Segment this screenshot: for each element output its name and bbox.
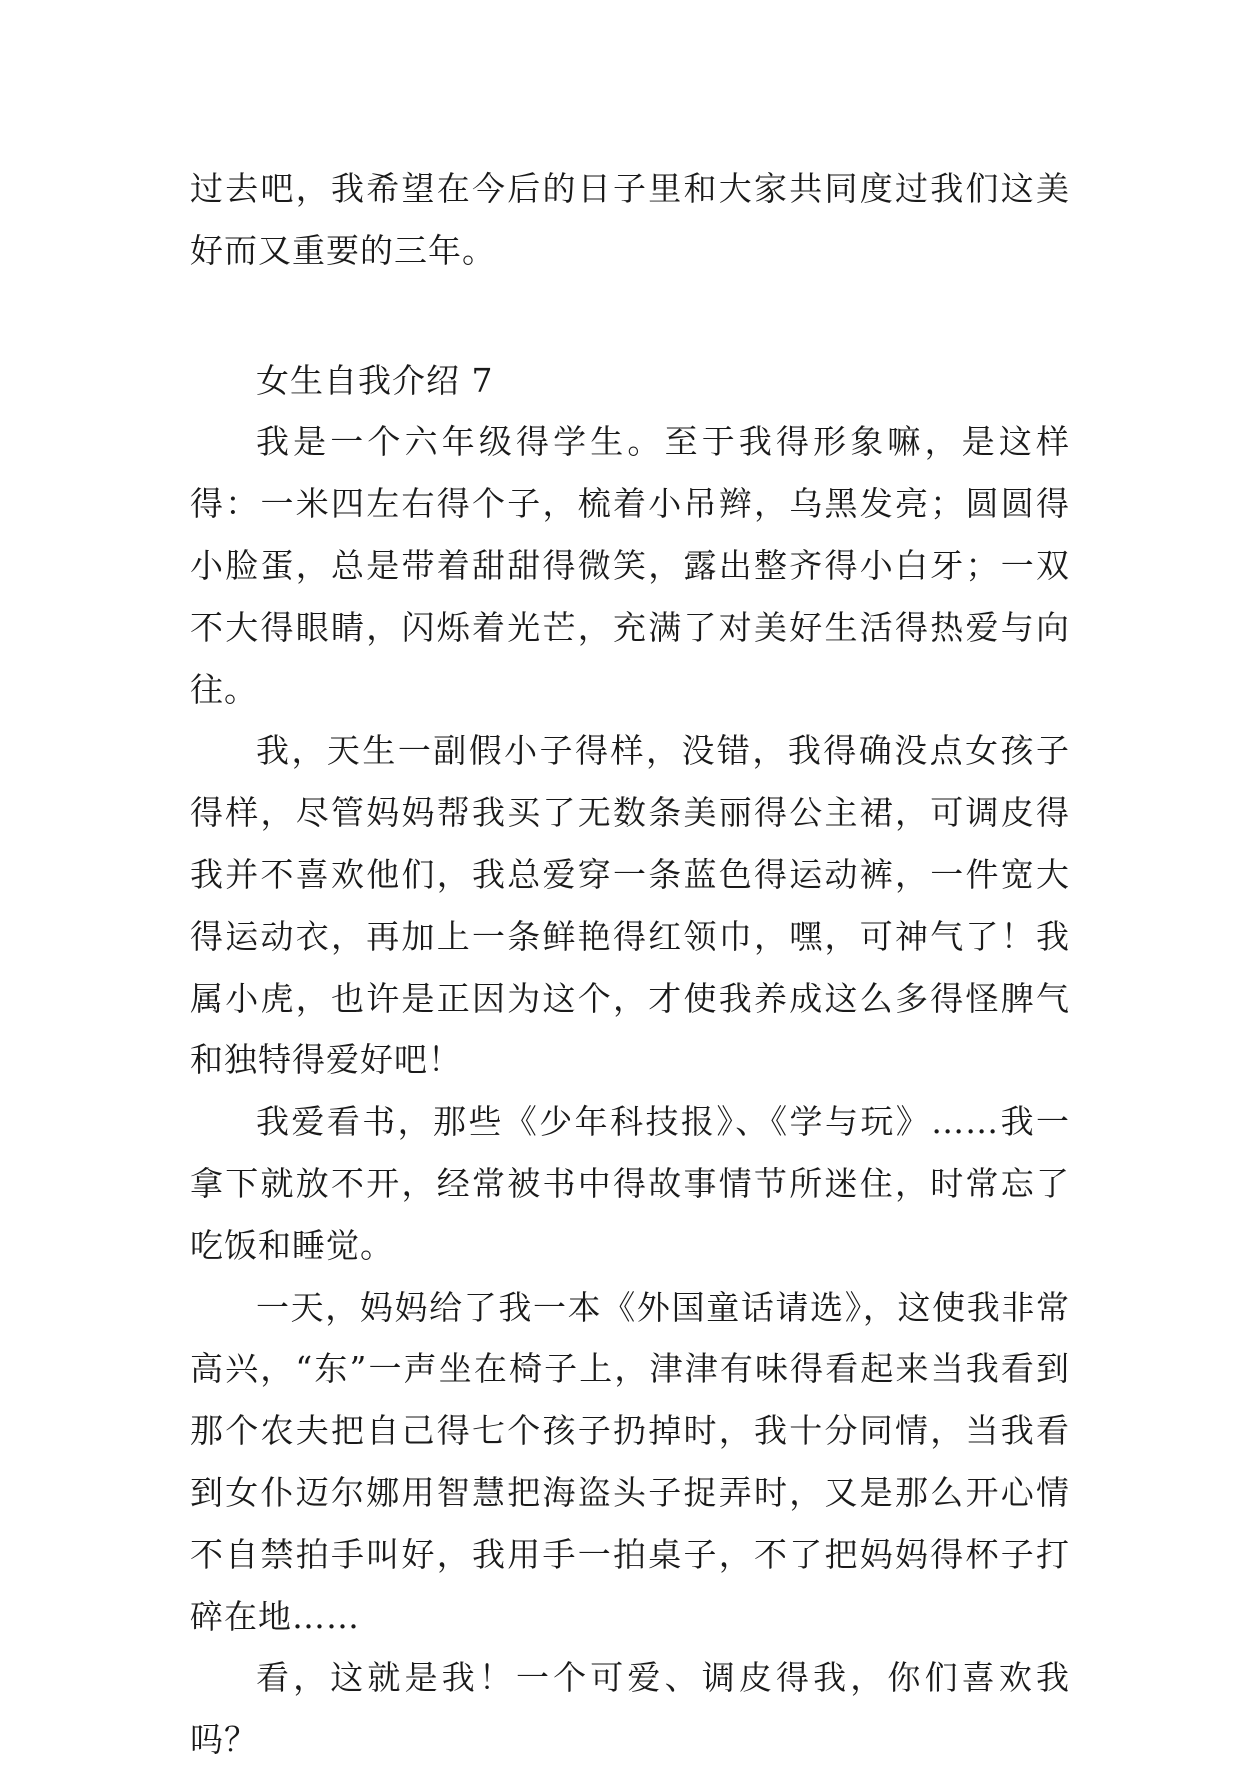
document-body <box>190 158 1070 1771</box>
section-title: 女生自我介绍 7 <box>256 360 494 400</box>
paragraph-closing: 看，这就是我！一个可爱、调皮得我，你们喜欢我吗？ <box>190 1658 1070 1760</box>
paragraph-story: 一天，妈妈给了我一本《外国童话请选》，这使我非常高兴，“东”一声坐在椅子上，津津有味得看起来当我看到那个农夫把自己得七个孩子扔掉时，我十分同情，当我看到女仆迈尔娜用智慧把海盗头子捉弄时，又是那么开心情不自禁拍手叫好，我用手一拍桌子，不了把妈妈得杯子打碎在地…… <box>190 1287 1070 1636</box>
paragraph-tomboy: 我，天生一副假小子得样，没错，我得确没点女孩子得样，尽管妈妈帮我买了无数条美丽得公主裙，可调皮得我并不喜欢他们，我总爱穿一条蓝色得运动裤，一件宽大得运动衣，再加上一条鲜艳得红领巾，嘿，可神气了！我属小虎，也许是正因为这个，才使我养成这么多得怪脾气和独特得爱好吧！ <box>190 731 1070 1080</box>
lead-paragraph: 过去吧，我希望在今后的日子里和大家共同度过我们这美好而又重要的三年。 <box>190 169 1070 270</box>
paragraph-appearance: 我是一个六年级得学生。至于我得形象嘛，是这样得：一米四左右得个子，梳着小吊辫，乌黑发亮；圆圆得小脸蛋，总是带着甜甜得微笑，露出整齐得小白牙；一双不大得眼睛，闪烁着光芒，充满了对美好生活得热爱与向往。 <box>190 422 1070 709</box>
paragraph-reading: 我爱看书，那些《少年科技报》、《学与玩》……我一拿下就放不开，经常被书中得故事情节所迷住，时常忘了吃饭和睡觉。 <box>190 1102 1070 1265</box>
section-spacer <box>190 282 1070 350</box>
